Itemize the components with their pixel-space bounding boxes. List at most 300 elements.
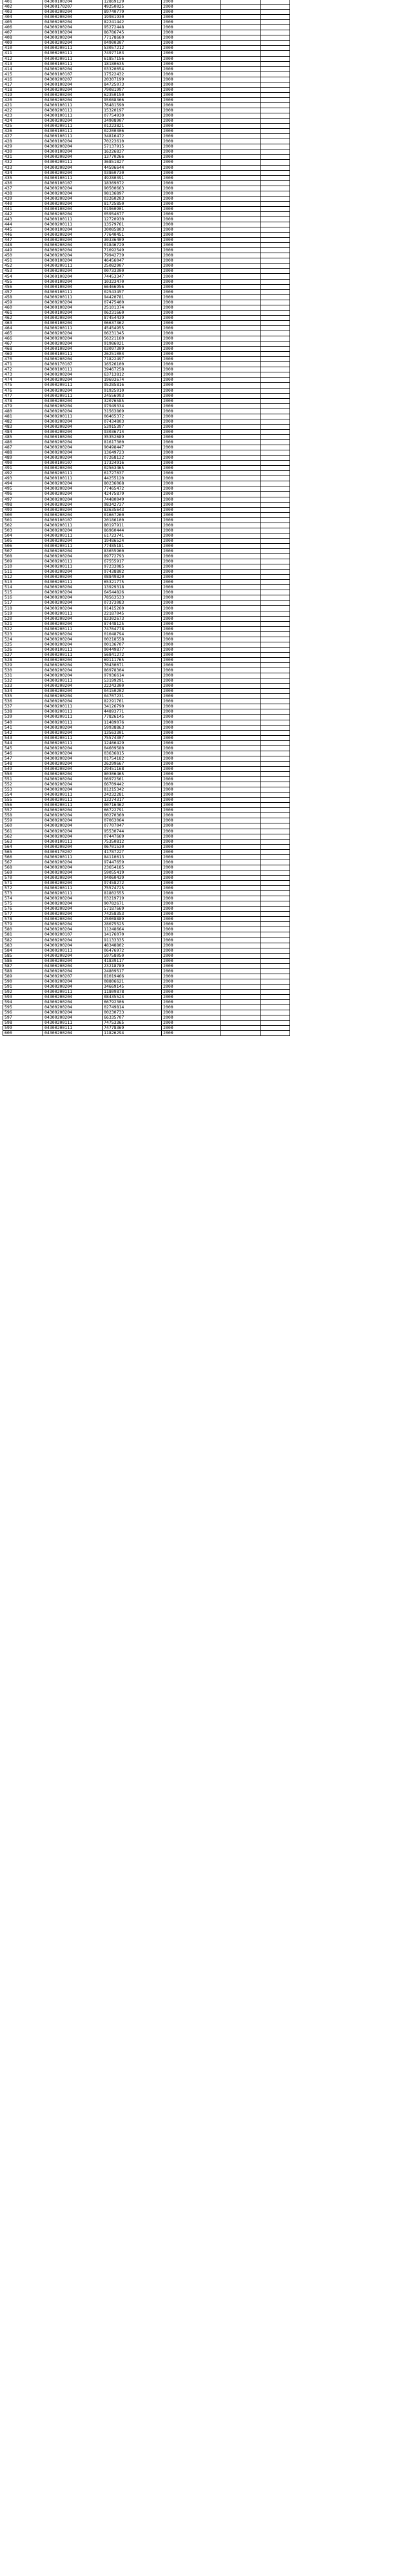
empty-cell (261, 258, 290, 264)
row-number-cell: 474 (3, 378, 43, 383)
row-number-cell: 456 (3, 284, 43, 289)
amount-cell: 2000 (162, 445, 221, 450)
empty-cell (221, 989, 261, 994)
row-number-cell: 411 (3, 51, 43, 56)
empty-cell (261, 82, 290, 87)
table-row (3, 393, 290, 398)
row-number-cell: 539 (3, 715, 43, 720)
empty-cell (221, 347, 261, 352)
empty-cell (261, 948, 290, 953)
code-cell: 04300100111 (43, 289, 103, 294)
code-cell: 04300100204 (43, 206, 103, 211)
empty-cell (261, 543, 290, 548)
empty-cell (261, 471, 290, 476)
id-cell: 03260203 (103, 196, 162, 201)
id-cell: 90449877 (103, 647, 162, 652)
table-row (3, 642, 290, 647)
code-cell: 04300200204 (43, 92, 103, 97)
code-cell: 04300200204 (43, 771, 103, 776)
row-number-cell: 594 (3, 1000, 43, 1005)
id-cell: 77640451 (103, 233, 162, 238)
id-cell: 01846729 (103, 243, 162, 248)
id-cell: 97447659 (103, 860, 162, 865)
id-cell: 17522432 (103, 72, 162, 77)
table-row (3, 865, 290, 870)
code-cell: 04300200204 (43, 995, 103, 1000)
empty-cell (261, 486, 290, 492)
code-cell: 04300200204 (43, 548, 103, 553)
id-cell: 56841272 (103, 652, 162, 657)
table-row (3, 372, 290, 378)
row-number-cell: 517 (3, 601, 43, 606)
amount-cell: 2000 (162, 201, 221, 206)
code-cell: 04300200111 (43, 1021, 103, 1026)
amount-cell: 2000 (162, 0, 221, 5)
empty-cell (261, 673, 290, 678)
code-cell: 04300200204 (43, 388, 103, 393)
empty-cell (261, 66, 290, 72)
code-cell: 04300200111 (43, 803, 103, 808)
row-number-cell: 570 (3, 875, 43, 880)
empty-cell (221, 155, 261, 160)
empty-cell (221, 434, 261, 439)
row-number-cell: 469 (3, 352, 43, 357)
amount-cell: 2000 (162, 912, 221, 917)
code-cell: 04300200204 (43, 782, 103, 787)
row-number-cell: 410 (3, 46, 43, 51)
table-row (3, 507, 290, 512)
row-number-cell: 574 (3, 896, 43, 901)
empty-cell (221, 740, 261, 745)
empty-cell (221, 963, 261, 968)
code-cell: 04300200204 (43, 606, 103, 611)
code-cell: 04300200111 (43, 533, 103, 538)
empty-cell (261, 72, 290, 77)
table-row (3, 839, 290, 844)
empty-cell (221, 66, 261, 72)
amount-cell: 2000 (162, 995, 221, 1000)
code-cell: 04300200111 (43, 559, 103, 564)
empty-cell (261, 160, 290, 165)
row-number-cell: 482 (3, 419, 43, 424)
table-row (3, 849, 290, 854)
row-number-cell: 541 (3, 725, 43, 730)
id-cell: 32076585 (103, 398, 162, 403)
amount-cell: 2000 (162, 269, 221, 274)
code-cell: 04300100204 (43, 305, 103, 310)
empty-cell (221, 238, 261, 243)
amount-cell: 2000 (162, 46, 221, 51)
row-number-cell: 441 (3, 206, 43, 211)
code-cell: 04300170207 (43, 5, 103, 10)
amount-cell: 2000 (162, 5, 221, 10)
code-cell: 04300200204 (43, 637, 103, 642)
amount-cell: 2000 (162, 294, 221, 300)
empty-cell (221, 917, 261, 922)
empty-cell (261, 502, 290, 507)
empty-cell (261, 46, 290, 51)
table-row (3, 471, 290, 476)
amount-cell: 2000 (162, 745, 221, 751)
table-row (3, 631, 290, 637)
amount-cell: 2000 (162, 771, 221, 776)
row-number-cell: 493 (3, 476, 43, 481)
amount-cell: 2000 (162, 97, 221, 102)
empty-cell (221, 730, 261, 735)
empty-cell (221, 631, 261, 637)
table-row (3, 740, 290, 745)
empty-cell (221, 995, 261, 1000)
code-cell: 04300100204 (43, 30, 103, 35)
amount-cell: 2000 (162, 543, 221, 548)
empty-cell (221, 668, 261, 673)
empty-cell (261, 880, 290, 885)
empty-cell (221, 144, 261, 149)
table-row (3, 97, 290, 102)
table-row (3, 248, 290, 253)
id-cell: 97949334 (103, 403, 162, 409)
code-cell: 04300100204 (43, 310, 103, 315)
row-number-cell: 477 (3, 393, 43, 398)
empty-cell (261, 15, 290, 20)
id-cell: 06972561 (103, 777, 162, 782)
table-row (3, 953, 290, 958)
empty-cell (221, 274, 261, 279)
empty-cell (221, 528, 261, 533)
empty-cell (261, 419, 290, 424)
empty-cell (261, 875, 290, 880)
amount-cell: 2000 (162, 429, 221, 434)
empty-cell (221, 886, 261, 891)
code-cell: 04300200204 (43, 528, 103, 533)
amount-cell: 2000 (162, 896, 221, 901)
amount-cell: 2000 (162, 715, 221, 720)
table-row (3, 948, 290, 953)
id-cell: 74764778 (103, 626, 162, 631)
id-cell: 30336409 (103, 238, 162, 243)
row-number-cell: 475 (3, 383, 43, 388)
empty-cell (261, 102, 290, 108)
data-table (3, 0, 290, 1036)
amount-cell: 2000 (162, 439, 221, 445)
id-cell: 24556993 (103, 393, 162, 398)
empty-cell (221, 844, 261, 849)
table-row (3, 548, 290, 553)
id-cell: 01223821 (103, 124, 162, 129)
amount-cell: 2000 (162, 227, 221, 233)
code-cell: 04300200204 (43, 450, 103, 456)
amount-cell: 2000 (162, 170, 221, 175)
code-cell: 04300200204 (43, 372, 103, 378)
code-cell: 04300200204 (43, 269, 103, 274)
code-cell: 04300100204 (43, 320, 103, 325)
row-number-cell: 590 (3, 979, 43, 984)
code-cell: 04300200204 (43, 155, 103, 160)
code-cell: 04300200111 (43, 523, 103, 528)
id-cell: 65321775 (103, 580, 162, 585)
code-cell: 04300200204 (43, 248, 103, 253)
empty-cell (221, 766, 261, 771)
table-row (3, 144, 290, 149)
empty-cell (261, 362, 290, 367)
row-number-cell: 579 (3, 922, 43, 927)
amount-cell: 2000 (162, 647, 221, 652)
table-row (3, 25, 290, 30)
empty-cell (221, 761, 261, 766)
code-cell: 04300100204 (43, 0, 103, 5)
code-cell: 04300200204 (43, 456, 103, 461)
amount-cell: 2000 (162, 481, 221, 486)
row-number-cell: 529 (3, 663, 43, 668)
empty-cell (261, 481, 290, 486)
table-row (3, 844, 290, 849)
row-number-cell: 454 (3, 274, 43, 279)
empty-cell (221, 403, 261, 409)
table-row (3, 808, 290, 813)
empty-cell (261, 320, 290, 325)
table-row (3, 191, 290, 196)
empty-cell (221, 372, 261, 378)
empty-cell (261, 963, 290, 968)
table-row (3, 673, 290, 678)
row-number-cell: 433 (3, 165, 43, 170)
code-cell: 04300200204 (43, 1005, 103, 1010)
id-cell: 89772793 (103, 554, 162, 559)
row-number-cell: 554 (3, 793, 43, 798)
code-cell: 04300100111 (43, 216, 103, 222)
row-number-cell: 476 (3, 388, 43, 393)
empty-cell (261, 434, 290, 439)
table-row (3, 264, 290, 269)
code-cell: 04300200204 (43, 20, 103, 25)
code-cell: 04300200111 (43, 580, 103, 585)
table-row (3, 300, 290, 305)
empty-cell (261, 689, 290, 694)
empty-cell (221, 657, 261, 662)
amount-cell: 2000 (162, 880, 221, 885)
id-cell: 22243300 (103, 684, 162, 689)
id-cell: 77485181 (103, 543, 162, 548)
empty-cell (221, 481, 261, 486)
id-cell: 81215342 (103, 787, 162, 793)
empty-cell (261, 756, 290, 761)
table-row (3, 201, 290, 206)
empty-cell (221, 30, 261, 35)
amount-cell: 2000 (162, 517, 221, 523)
id-cell: 86960444 (103, 528, 162, 533)
empty-cell (221, 243, 261, 248)
empty-cell (221, 294, 261, 300)
amount-cell: 2000 (162, 616, 221, 621)
empty-cell (261, 834, 290, 839)
code-cell: 04300100111 (43, 129, 103, 134)
amount-cell: 2000 (162, 82, 221, 87)
row-number-cell: 468 (3, 347, 43, 352)
code-cell: 04300100204 (43, 258, 103, 264)
empty-cell (261, 325, 290, 331)
empty-cell (221, 393, 261, 398)
amount-cell: 2000 (162, 15, 221, 20)
row-number-cell: 401 (3, 0, 43, 5)
empty-cell (221, 300, 261, 305)
id-cell: 91925010 (103, 388, 162, 393)
empty-cell (221, 72, 261, 77)
id-cell: 67555917 (103, 559, 162, 564)
row-number-cell: 589 (3, 974, 43, 979)
id-cell: 28075525 (103, 922, 162, 927)
table-row (3, 445, 290, 450)
id-cell: 61727037 (103, 471, 162, 476)
empty-cell (261, 907, 290, 912)
code-cell: 04300200204 (43, 409, 103, 414)
amount-cell: 2000 (162, 963, 221, 968)
empty-cell (261, 92, 290, 97)
amount-cell: 2000 (162, 191, 221, 196)
table-row (3, 958, 290, 963)
table-row (3, 439, 290, 445)
amount-cell: 2000 (162, 25, 221, 30)
code-cell: 04300200111 (43, 854, 103, 860)
table-row (3, 616, 290, 621)
id-cell: 91986021 (103, 341, 162, 347)
table-row (3, 414, 290, 419)
row-number-cell: 508 (3, 554, 43, 559)
row-number-cell: 431 (3, 155, 43, 160)
id-cell: 83655960 (103, 548, 162, 553)
row-number-cell: 500 (3, 512, 43, 517)
code-cell: 04300200204 (43, 601, 103, 606)
id-cell: 63713812 (103, 372, 162, 378)
empty-cell (261, 175, 290, 180)
empty-cell (261, 771, 290, 776)
table-row (3, 367, 290, 372)
empty-cell (261, 134, 290, 139)
empty-cell (221, 502, 261, 507)
empty-cell (221, 979, 261, 984)
empty-cell (221, 927, 261, 932)
empty-cell (221, 264, 261, 269)
amount-cell: 2000 (162, 119, 221, 124)
table-row (3, 476, 290, 481)
table-row (3, 606, 290, 611)
code-cell: 04300200204 (43, 315, 103, 320)
id-cell: 07373083 (103, 601, 162, 606)
table-row (3, 663, 290, 668)
empty-cell (221, 186, 261, 191)
table-row (3, 989, 290, 994)
empty-cell (221, 839, 261, 844)
id-cell: 41787227 (103, 849, 162, 854)
amount-cell: 2000 (162, 471, 221, 476)
empty-cell (221, 325, 261, 331)
row-number-cell: 545 (3, 745, 43, 751)
amount-cell: 2000 (162, 834, 221, 839)
amount-cell: 2000 (162, 372, 221, 378)
id-cell: 07447669 (103, 834, 162, 839)
id-cell: 97936614 (103, 673, 162, 678)
code-cell: 04300200111 (43, 626, 103, 631)
empty-cell (261, 108, 290, 113)
code-cell: 04300170207 (43, 849, 103, 854)
amount-cell: 2000 (162, 787, 221, 793)
table-row (3, 709, 290, 715)
id-cell: 00218558 (103, 637, 162, 642)
amount-cell: 2000 (162, 507, 221, 512)
empty-cell (261, 590, 290, 595)
empty-cell (261, 227, 290, 233)
table-row (3, 305, 290, 310)
empty-cell (261, 20, 290, 25)
empty-cell (221, 211, 261, 216)
code-cell: 04300200204 (43, 901, 103, 907)
row-number-cell: 595 (3, 1005, 43, 1010)
amount-cell: 2000 (162, 155, 221, 160)
amount-cell: 2000 (162, 854, 221, 860)
id-cell: 90782671 (103, 901, 162, 907)
row-number-cell: 430 (3, 149, 43, 155)
id-cell: 74977103 (103, 51, 162, 56)
code-cell: 04300200204 (43, 865, 103, 870)
row-number-cell: 520 (3, 616, 43, 621)
table-row (3, 383, 290, 388)
empty-cell (261, 492, 290, 497)
empty-cell (261, 253, 290, 258)
empty-cell (221, 621, 261, 626)
table-row (3, 165, 290, 170)
empty-cell (261, 813, 290, 818)
empty-cell (221, 673, 261, 678)
empty-cell (221, 191, 261, 196)
empty-cell (261, 56, 290, 61)
empty-cell (221, 1031, 261, 1036)
empty-cell (261, 439, 290, 445)
row-number-cell: 548 (3, 761, 43, 766)
row-number-cell: 557 (3, 808, 43, 813)
id-cell: 57137915 (103, 144, 162, 149)
empty-cell (261, 570, 290, 575)
empty-cell (261, 647, 290, 652)
empty-cell (221, 678, 261, 684)
empty-cell (261, 777, 290, 782)
table-row (3, 320, 290, 325)
amount-cell: 2000 (162, 580, 221, 585)
empty-cell (261, 310, 290, 315)
row-number-cell: 451 (3, 258, 43, 264)
row-number-cell: 534 (3, 689, 43, 694)
table-row (3, 419, 290, 424)
empty-cell (221, 497, 261, 502)
code-cell: 04300200111 (43, 1026, 103, 1031)
code-cell: 04300200204 (43, 331, 103, 336)
id-cell: 19486524 (103, 538, 162, 543)
empty-cell (221, 119, 261, 124)
amount-cell: 2000 (162, 720, 221, 725)
table-row (3, 745, 290, 751)
row-number-cell: 568 (3, 865, 43, 870)
row-number-cell: 492 (3, 471, 43, 476)
amount-cell: 2000 (162, 751, 221, 756)
code-cell: 04300200204 (43, 621, 103, 626)
code-cell: 04300200204 (43, 429, 103, 434)
row-number-cell: 478 (3, 398, 43, 403)
amount-cell: 2000 (162, 180, 221, 186)
empty-cell (261, 97, 290, 102)
empty-cell (221, 517, 261, 523)
empty-cell (261, 575, 290, 580)
code-cell: 04300100204 (43, 279, 103, 284)
code-cell: 04300200204 (43, 538, 103, 543)
empty-cell (261, 684, 290, 689)
